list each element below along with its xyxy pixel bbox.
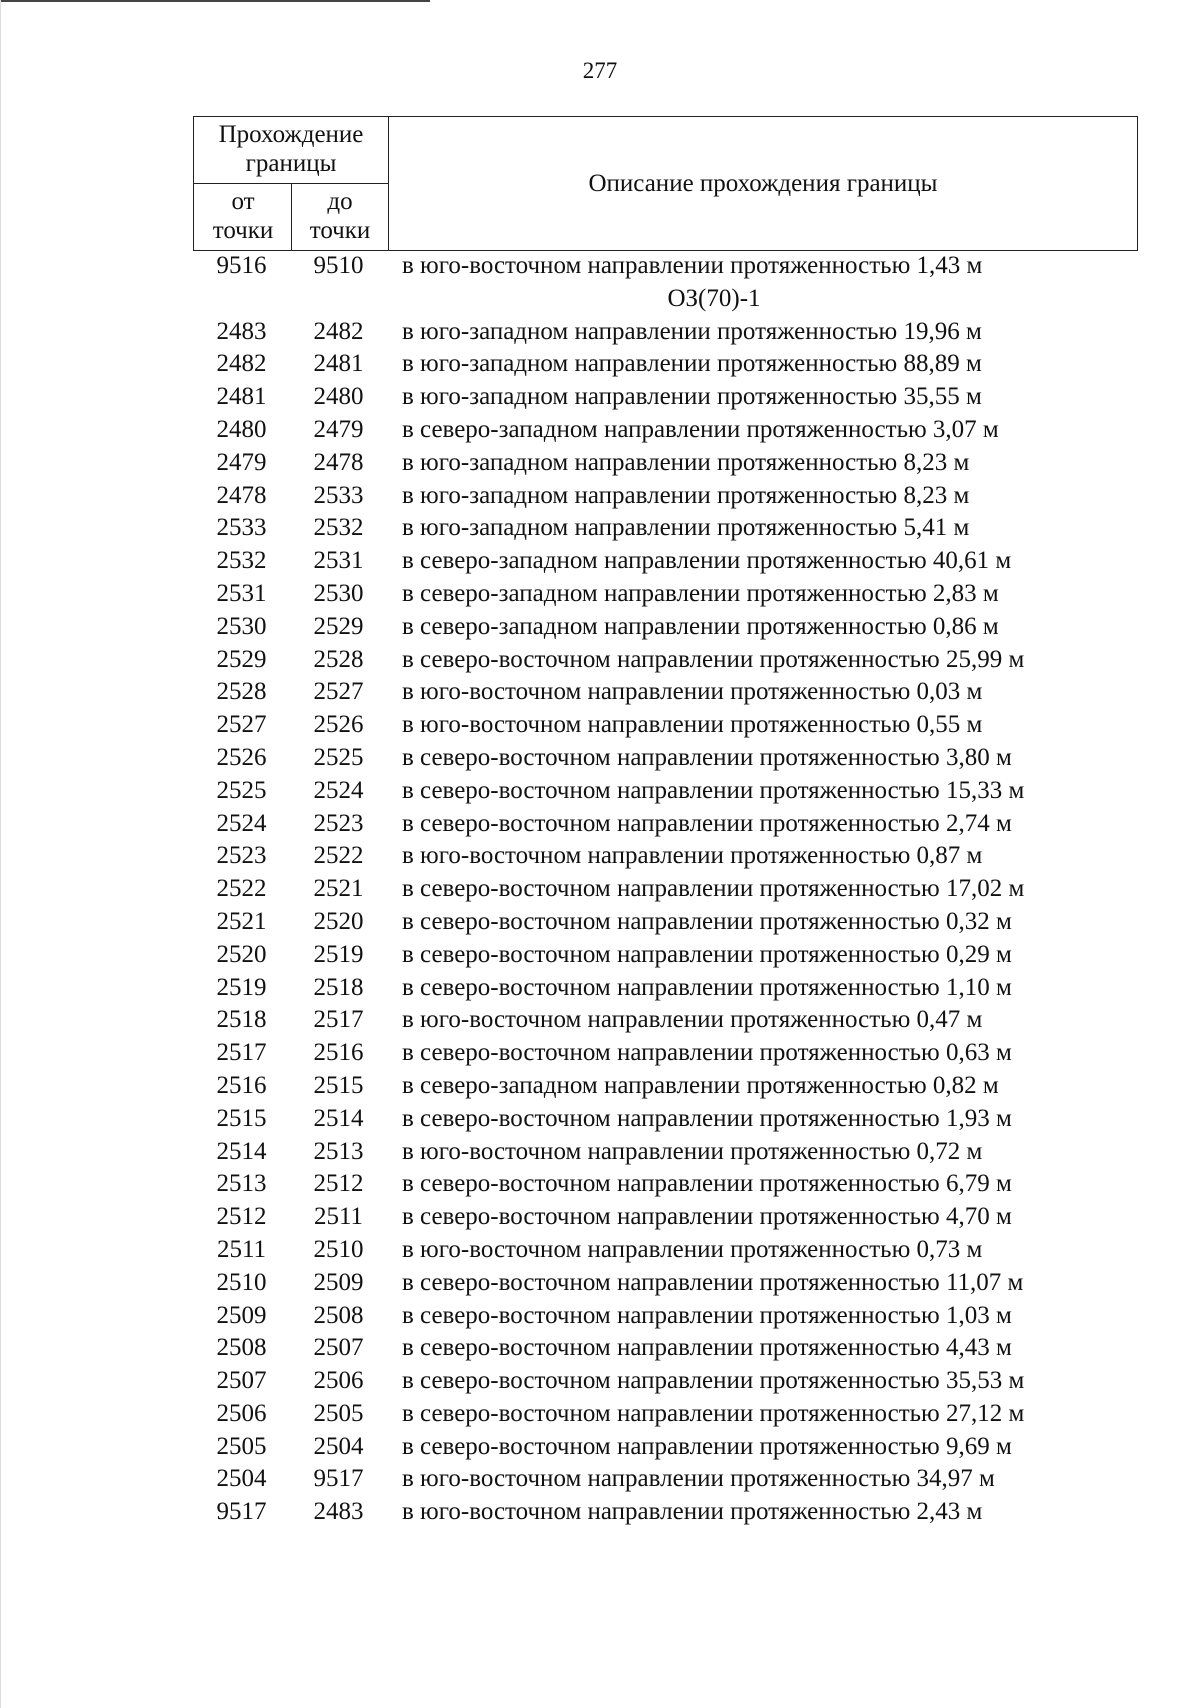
to-point: 2516 — [313, 1039, 364, 1067]
to-point: 2525 — [313, 743, 364, 771]
boundary-description: в юго-восточном направлении протяженностью 0,87 м — [402, 842, 983, 870]
boundary-description: в юго-восточном направлении протяженностью 0,03 м — [402, 678, 983, 706]
from-point: 2506 — [216, 1399, 267, 1427]
to-point: 2521 — [313, 875, 364, 903]
table-row — [193, 578, 1138, 611]
from-point: 2478 — [216, 481, 267, 509]
table-row — [193, 414, 1138, 447]
table-row — [193, 1300, 1138, 1333]
to-point: 2512 — [313, 1170, 364, 1198]
from-point: 9516 — [216, 252, 267, 279]
table-row — [193, 1234, 1138, 1267]
from-point: 2523 — [216, 842, 267, 870]
header-to-label: до точки — [309, 188, 371, 244]
to-point: 2529 — [313, 612, 364, 640]
boundary-description: в северо-восточном направлении протяженностью 0,32 м — [402, 907, 1012, 935]
from-point: 2516 — [216, 1071, 267, 1099]
from-point: 2479 — [216, 448, 267, 476]
from-point: 2511 — [216, 1235, 267, 1263]
table-row — [193, 906, 1138, 939]
boundary-description: в юго-восточном направлении протяженностью 2,43 м — [402, 1498, 983, 1526]
to-point: 2530 — [313, 579, 364, 607]
boundary-description: в северо-восточном направлении протяженностью 4,43 м — [402, 1334, 1012, 1362]
boundary-description: в северо-восточном направлении протяженностью 1,03 м — [402, 1301, 1012, 1329]
from-point: 2515 — [216, 1104, 267, 1132]
table-row — [193, 1201, 1138, 1234]
table-row — [193, 480, 1138, 513]
boundary-description: в северо-восточном направлении протяженностью 6,79 м — [402, 1170, 1012, 1198]
table-row — [193, 676, 1138, 709]
to-point: 2515 — [313, 1071, 364, 1099]
from-point: 2510 — [216, 1268, 267, 1296]
boundary-description: в северо-восточном направлении протяженностью 2,74 м — [402, 809, 1012, 837]
to-point: 2526 — [313, 711, 364, 739]
boundary-description: в северо-восточном направлении протяженностью 1,10 м — [402, 973, 1012, 1001]
to-point: 2482 — [313, 317, 364, 345]
from-point: 2518 — [216, 1006, 267, 1034]
from-point: 2531 — [216, 579, 267, 607]
table-row — [193, 972, 1138, 1005]
table-row — [193, 1267, 1138, 1300]
table-row — [193, 1168, 1138, 1201]
table-row — [193, 775, 1138, 808]
from-point: 2508 — [216, 1334, 267, 1362]
from-point: 2522 — [216, 875, 267, 903]
boundary-description: в юго-восточном направлении протяженностью 0,55 м — [402, 711, 983, 739]
boundary-description: в северо-восточном направлении протяженностью 3,80 м — [402, 743, 1012, 771]
header-from-label: от точки — [212, 188, 274, 244]
to-point: 2509 — [313, 1268, 364, 1296]
boundary-description: в юго-западном направлении протяженностью 8,23 м — [402, 448, 970, 476]
table-row — [193, 1431, 1138, 1464]
boundary-description: в юго-восточном направлении протяженностью 0,72 м — [402, 1137, 983, 1165]
from-point: 2520 — [216, 940, 267, 968]
header-divider-vertical-sub — [291, 183, 292, 250]
to-point: 2527 — [313, 678, 364, 706]
from-point: 2533 — [216, 514, 267, 542]
to-point: 2478 — [313, 448, 364, 476]
to-point: 2511 — [313, 1203, 364, 1231]
table-body — [193, 250, 1138, 1529]
to-point: 2480 — [313, 383, 364, 411]
from-point: 2482 — [216, 350, 267, 378]
to-point: 2508 — [313, 1301, 364, 1329]
boundary-description: в северо-западном направлении протяженностью 3,07 м — [402, 415, 999, 443]
from-point: 2524 — [216, 809, 267, 837]
from-point: 9517 — [216, 1498, 267, 1526]
table-row — [193, 709, 1138, 742]
from-point: 2514 — [216, 1137, 267, 1165]
from-point: 2532 — [216, 547, 267, 575]
from-point: 2504 — [216, 1465, 267, 1493]
boundary-description: в юго-восточном направлении протяженностью 0,73 м — [402, 1235, 983, 1263]
boundary-description: в юго-восточном направлении протяженностью 0,47 м — [402, 1006, 983, 1034]
table-row — [193, 348, 1138, 381]
to-point: 2514 — [313, 1104, 364, 1132]
from-point: 2512 — [216, 1203, 267, 1231]
boundary-description: в северо-восточном направлении протяженностью 27,12 м — [402, 1399, 1025, 1427]
boundary-description: в северо-западном направлении протяженностью 2,83 м — [402, 579, 999, 607]
to-point: 2507 — [313, 1334, 364, 1362]
table-row — [193, 1103, 1138, 1136]
boundary-description: в северо-восточном направлении протяженностью 1,93 м — [402, 1104, 1012, 1132]
boundary-description: в юго-западном направлении протяженностью 88,89 м — [402, 350, 982, 378]
from-point: 2529 — [216, 645, 267, 673]
table-row — [193, 840, 1138, 873]
boundary-description: в северо-западном направлении протяженностью 0,82 м — [402, 1071, 999, 1099]
boundary-description: в северо-восточном направлении протяженностью 17,02 м — [402, 875, 1025, 903]
to-point: 2522 — [313, 842, 364, 870]
from-point: 2528 — [216, 678, 267, 706]
table-row — [193, 873, 1138, 906]
table-row — [193, 447, 1138, 480]
table-row — [193, 742, 1138, 775]
table-row — [193, 545, 1138, 578]
from-point: 2480 — [216, 415, 267, 443]
boundary-description: в северо-восточном направлении протяженностью 25,99 м — [402, 645, 1025, 673]
header-group-label: Прохождение границы — [218, 121, 364, 177]
table-row — [193, 381, 1138, 414]
to-point: 2506 — [313, 1367, 364, 1395]
table-row — [193, 1463, 1138, 1496]
from-point: 2509 — [216, 1301, 267, 1329]
table-row — [193, 1365, 1138, 1398]
to-point: 2513 — [313, 1137, 364, 1165]
from-point: 2507 — [216, 1367, 267, 1395]
to-point: 2524 — [313, 776, 364, 804]
boundary-description: в северо-восточном направлении протяженностью 35,53 м — [402, 1367, 1025, 1395]
to-point: 2523 — [313, 809, 364, 837]
from-point: 2505 — [216, 1432, 267, 1460]
to-point: 2520 — [313, 907, 364, 935]
boundary-description: в северо-восточном направлении протяженностью 15,33 м — [402, 776, 1025, 804]
boundary-description: в северо-восточном направлении протяженностью 4,70 м — [402, 1203, 1012, 1231]
to-point: 2481 — [313, 350, 364, 378]
table-row — [193, 939, 1138, 972]
to-point: 9517 — [313, 1465, 364, 1493]
boundary-description: в юго-западном направлении протяженностью 5,41 м — [402, 514, 970, 542]
from-point: 2525 — [216, 776, 267, 804]
from-point: 2526 — [216, 743, 267, 771]
boundary-description: в северо-восточном направлении протяженностью 0,63 м — [402, 1039, 1012, 1067]
boundary-description: в юго-восточном направлении протяженностью 1,43 м — [402, 252, 983, 279]
table-row — [193, 250, 1138, 283]
section-label: ОЗ(70)-1 — [667, 284, 761, 312]
table-row — [193, 1070, 1138, 1103]
from-point: 2521 — [216, 907, 267, 935]
to-point: 2528 — [313, 645, 364, 673]
boundary-description: в юго-западном направлении протяженностью 19,96 м — [402, 317, 982, 345]
table-header — [193, 116, 1138, 251]
to-point: 2510 — [313, 1235, 364, 1263]
from-point: 2530 — [216, 612, 267, 640]
table-row — [193, 1136, 1138, 1169]
boundary-description: в юго-западном направлении протяженностью 8,23 м — [402, 481, 970, 509]
table-row — [193, 808, 1138, 841]
to-point: 9510 — [313, 252, 364, 279]
table-row — [193, 644, 1138, 677]
table-row — [193, 1496, 1138, 1529]
scan-edge-left — [0, 0, 1, 1708]
from-point: 2513 — [216, 1170, 267, 1198]
to-point: 2519 — [313, 940, 364, 968]
table-row — [193, 512, 1138, 545]
from-point: 2527 — [216, 711, 267, 739]
to-point: 2483 — [313, 1498, 364, 1526]
page-number: 277 — [582, 58, 618, 83]
boundary-description: в северо-восточном направлении протяженностью 0,29 м — [402, 940, 1012, 968]
from-point: 2481 — [216, 383, 267, 411]
boundary-description: в северо-западном направлении протяженностью 0,86 м — [402, 612, 999, 640]
to-point: 2479 — [313, 415, 364, 443]
table-row — [193, 611, 1138, 644]
to-point: 2532 — [313, 514, 364, 542]
to-point: 2533 — [313, 481, 364, 509]
table-row — [193, 1037, 1138, 1070]
table-row — [193, 1004, 1138, 1037]
to-point: 2518 — [313, 973, 364, 1001]
boundary-description: в северо-восточном направлении протяженностью 9,69 м — [402, 1432, 1012, 1460]
boundary-description: в юго-западном направлении протяженностью 35,55 м — [402, 383, 982, 411]
boundary-description: в северо-западном направлении протяженностью 40,61 м — [402, 547, 1012, 575]
header-description-label: Описание прохождения границы — [588, 170, 938, 197]
from-point: 2483 — [216, 317, 267, 345]
to-point: 2517 — [313, 1006, 364, 1034]
table-row — [193, 1332, 1138, 1365]
from-point: 2519 — [216, 973, 267, 1001]
table-row — [193, 316, 1138, 349]
scan-edge-top — [0, 0, 430, 2]
boundary-description: в северо-восточном направлении протяженностью 11,07 м — [402, 1268, 1024, 1296]
table-row — [193, 1398, 1138, 1431]
boundary-description: в юго-восточном направлении протяженностью 34,97 м — [402, 1465, 995, 1493]
to-point: 2504 — [313, 1432, 364, 1460]
to-point: 2531 — [313, 547, 364, 575]
to-point: 2505 — [313, 1399, 364, 1427]
from-point: 2517 — [216, 1039, 267, 1067]
